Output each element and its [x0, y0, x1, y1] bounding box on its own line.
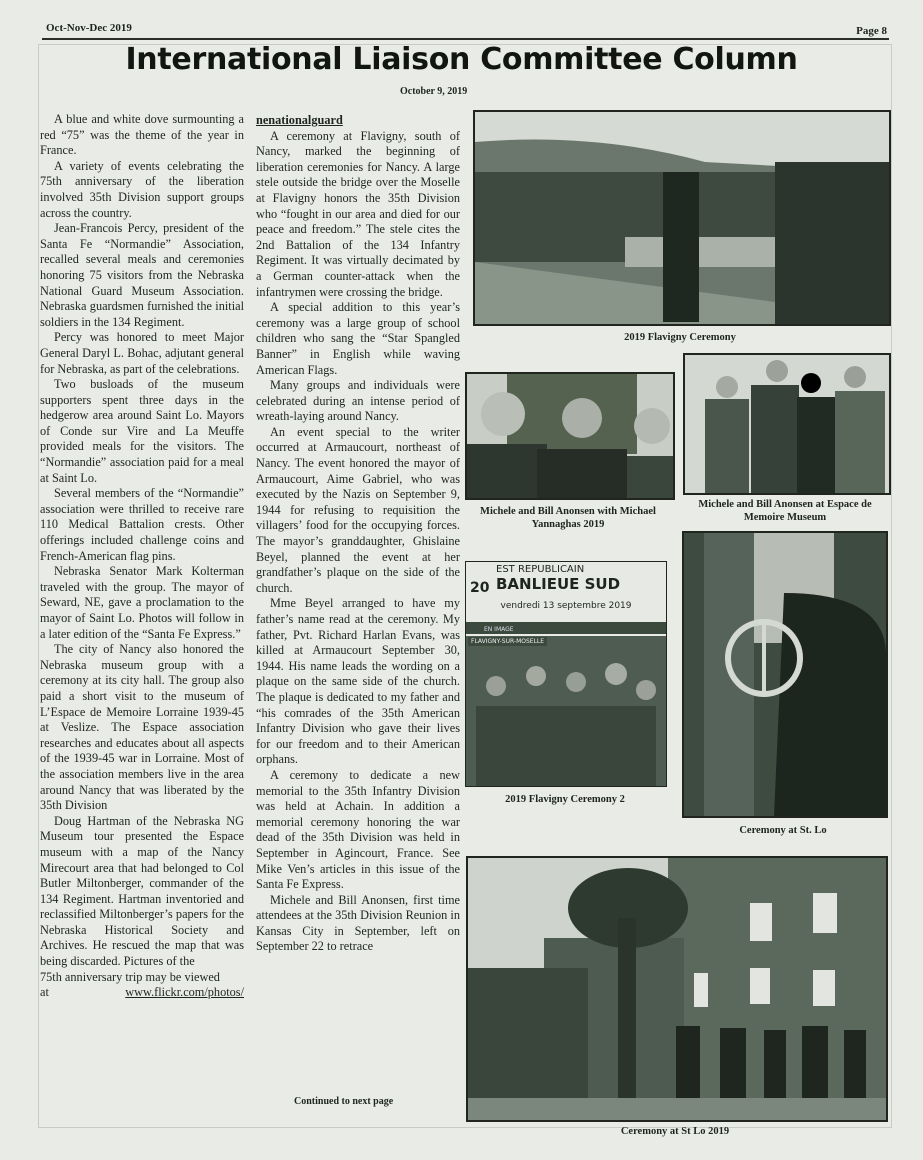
clipping-caption: 2019 Flavigny Ceremony 2: [505, 794, 625, 805]
anonsen-yannaghas-photo: [465, 372, 675, 500]
article-column-2: [256, 113, 460, 955]
clipping-location: FLAVIGNY-SUR-MOSELLE: [468, 637, 547, 646]
clipping-header: [466, 562, 666, 623]
flavigny-caption: 2019 Flavigny Ceremony: [624, 332, 736, 343]
flavigny-ceremony-photo: [473, 110, 891, 326]
paragraph: A variety of events celebrating the 75th anniversary of the liberation involved 35th Division support groups across the country.: [40, 158, 244, 220]
clipping-date: vendredi 13 septembre 2019: [500, 601, 632, 611]
stlo-caption: Ceremony at St. Lo: [739, 825, 827, 836]
page-title: International Liaison Committee Column: [125, 42, 798, 77]
stlo-2019-photo-image: [468, 858, 886, 1120]
paragraph: An event special to the writer occurred at Armaucourt, northeast of Nancy. The event honored the mayor of Armaucourt, Aime Gabriel, who was executed by the Nazis on September 9, 1944 for refusing to requisition the villagers’ food for the occupying forces. The mayor’s granddaughter, Ghislaine Beyel, planned the event at her grandfather’s plaque on the side of the church.: [256, 424, 460, 595]
article-column-1: [40, 112, 244, 1001]
clipping-section: BANLIEUE SUD: [496, 575, 621, 593]
paragraph: Nebraska Senator Mark Kolterman traveled with the group. The mayor of Seward, NE, gave a proclamation to the mayor of Saint Lo. Photos will follow in a later edition of the “Santa Fe Express.”: [40, 564, 244, 641]
article-date: October 9, 2019: [400, 86, 468, 97]
issue-date: Oct-Nov-Dec 2019: [46, 22, 132, 34]
link-prefix: at: [40, 985, 49, 1000]
clipping-page-number: 20: [470, 580, 490, 596]
newspaper-clipping: [465, 561, 667, 787]
paragraph: A special addition to this year’s ceremony was a large group of school children who sang the “Star Spangled Banner” in English while waving American Flags.: [256, 300, 460, 377]
anonsen-espace-photo: [683, 353, 891, 495]
espace-caption: Michele and Bill Anonsen at Espace de Memoire Museum: [698, 499, 872, 523]
yannaghas-photo-image: [467, 374, 673, 498]
flickr-link[interactable]: www.flickr.com/photos/: [125, 985, 244, 1000]
paragraph-line: 75th anniversary trip may be viewed: [40, 969, 220, 984]
paragraph: Doug Hartman of the Nebraska NG Museum tour presented the Espace museum with a map of the Nancy Mirecourt area that had belonged to Col Butler Miltonberger, commander of the 134 Regiment. Hartman inventoried and reclassified Miltonberger’s papers for the Nebraska Historical Society and Archives. He rescued the map that was being discarded. Pictures of the: [40, 813, 244, 969]
paragraph: Two busloads of the museum supporters spent three days in the hedgerow area around Saint Lo. Mayors of Conde sur Vire and La Meuffe provided meals for the visitors. The “Normandie” association paid for a meal at Saint Lo.: [40, 377, 244, 485]
paragraph: A ceremony at Flavigny, south of Nancy, marked the beginning of liberation ceremonies for Nancy. A large stele outside the bridge over the Moselle at Flavigny honors the 35th Division who “fought in our area and died for our peace and freedom.” The stele cites the 2nd Battalion of the 134 Infantry Regiment. It was virtually decimated by a German counter-attack when the infantrymen were crossing the bridge.: [256, 128, 460, 299]
yannaghas-caption: Michele and Bill Anonsen with Michael Yannaghas 2019: [480, 506, 656, 530]
paragraph: Percy was honored to meet Major General Daryl L. Bohac, adjutant general for Nebraska, as part of the celebrations.: [40, 330, 244, 376]
paragraph: A ceremony to dedicate a new memorial to the 35th Infantry Division was held at Achain. In addition a memorial ceremony honoring the war dead of the 35th Division was held in September in Agincourt, France. See Mike Ven’s articles in this issue of the Santa Fe Express.: [256, 767, 460, 892]
paragraph: The city of Nancy also honored the Nebraska museum group with a ceremony at its city hall. The group also paid a short visit to the museum of L’Espace de Memoire Lorraine 1939-45 at Veslize. The Espace association researches and educates about all aspects of the 1939-45 war in Lorraine. Most of the association members live in the area around Nancy that was liberated by the 35th Division: [40, 642, 244, 813]
flickr-link-continued[interactable]: nenationalguard: [256, 113, 343, 127]
espace-photo-image: [685, 355, 889, 493]
flavigny-photo-image: [475, 112, 889, 324]
stlo-2019-caption: Ceremony at St Lo 2019: [620, 1126, 730, 1137]
continued-note: Continued to next page: [294, 1096, 394, 1107]
paragraph: Several members of the “Normandie” association were thrilled to receive rare 110 Medical Battalion crests. Other offerings included challenge coins and French-American flag pins.: [40, 486, 244, 563]
clipping-bar-label: EN IMAGE: [484, 626, 514, 633]
paragraph: Michele and Bill Anonsen, first time attendees at the 35th Division Reunion in Kansas City in September, left on September 22 to retrace: [256, 892, 460, 954]
paragraph: Jean-Francois Percy, president of the Santa Fe “Normandie” Association, recalled several meals and ceremonies honoring 75 visitors from the Nebraska National Guard Museum Association. Nebraska guardsmen furnished the initial soldiers in the 134 Regiment.: [40, 221, 244, 329]
paragraph: Many groups and individuals were celebrated during an intense period of wreath-laying around Nancy.: [256, 378, 460, 424]
clipping-photo-image: [466, 636, 666, 786]
header-rule: [42, 38, 889, 40]
flickr-link-line: [40, 985, 244, 1001]
clipping-publication: EST REPUBLICAIN: [496, 564, 585, 575]
page-number: Page 8: [856, 25, 887, 37]
stlo-photo-image: [684, 533, 886, 816]
paragraph: Mme Beyel arranged to have my father’s name read at the ceremony. My father, Pvt. Richard Harlan Evans, was killed at Armaucourt September 30, 1944. His name leads the wording on a plaque on the same side of the church. The plaque is dedicated to my father and “his comrades of the 35th American Infantry Division who gave their lives for our freedom and to their American orphans.: [256, 596, 460, 767]
stlo-ceremony-photo: [682, 531, 888, 818]
stlo-2019-photo: [466, 856, 888, 1122]
paragraph: A blue and white dove surmounting a red “75” was the theme of the year in France.: [40, 112, 244, 158]
